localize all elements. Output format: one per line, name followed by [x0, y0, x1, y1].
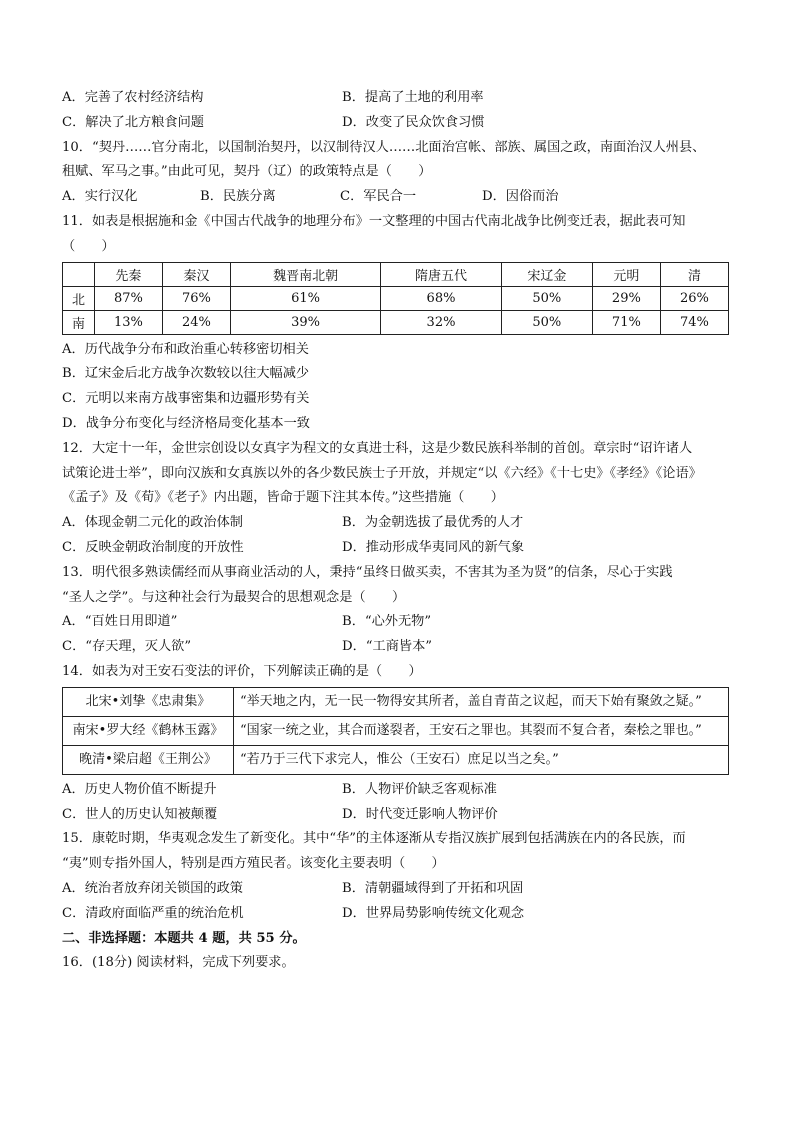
q14-option-c: C．世人的历史认知被颠覆 [62, 806, 218, 822]
table-cell: 13% [94, 310, 162, 334]
q9-option-b: B．提高了土地的利用率 [342, 90, 484, 105]
table-cell: 50% [501, 286, 592, 310]
q13-stem-line-2: “圣人之学”。与这种社会行为最契合的思想观念是（ ） [62, 589, 406, 605]
table-cell: 76% [162, 286, 230, 310]
q14-options-row-1 [62, 778, 734, 803]
q15-option-a: A．统治者放弃闭关锁国的政策 [62, 880, 243, 896]
table-cell: 南 [63, 310, 95, 334]
q13-options-row-1 [62, 610, 734, 635]
q9-options-row-2 [62, 111, 734, 136]
table-cell-source: 北宋•刘挚《忠肃集》 [63, 687, 234, 716]
q10-options [62, 185, 734, 210]
q12-option-d: D．推动形成华夷同风的新气象 [342, 539, 525, 555]
section-heading: 二、非选择题：本题共 4 题，共 55 分。 [62, 930, 306, 946]
q12-options-row-2 [62, 536, 734, 561]
q16-stem: 16．(18分) 阅读材料，完成下列要求。 [62, 955, 295, 971]
table-cell: 74% [660, 310, 728, 334]
q12-stem-line-2: 试策论进士举”，即向汉族和女真族以外的各少数民族士子开放，并规定“以《六经》《十七史》《孝经》《论语》 [62, 465, 702, 481]
table-cell-quote: “若乃于三代下求完人，惟公（王安石）庶足以当之矣。” [234, 745, 729, 774]
q12-option-b: B．为金朝选拔了最优秀的人才 [342, 515, 524, 531]
q11-stem-line-1: 11．如表是根据施和金《中国古代战争的地理分布》一文整理的中国古代南北战争比例变迁表，据此表可知 [62, 213, 686, 229]
q12-stem-line-3: 《孟子》及《荀》《老子》内出题，皆命于题下注其本传。”这些措施（ ） [62, 490, 504, 506]
table-cell-source: 南宋•罗大经《鹤林玉露》 [63, 716, 234, 745]
table-row [63, 716, 729, 745]
q9-option-d: D．改变了民众饮食习惯 [342, 114, 485, 130]
q15-option-c: C．清政府面临严重的统治危机 [62, 905, 244, 921]
q15-option-b: B．清朝疆域得到了开拓和巩固 [342, 880, 524, 896]
table-row [63, 310, 729, 334]
q13-option-a: A．“百姓日用即道” [62, 614, 178, 630]
table-cell-source: 晚清•梁启超《王荆公》 [63, 745, 234, 774]
q13-option-d: D．“工商皆本” [342, 639, 432, 655]
q14-options-row-2 [62, 803, 734, 828]
q13-option-b: B．“心外无物” [342, 614, 432, 630]
q12-option-c: C．反映金朝政治制度的开放性 [62, 539, 244, 555]
table-cell: 26% [660, 286, 728, 310]
table-row [63, 687, 729, 716]
table-cell: 71% [592, 310, 660, 334]
q15-option-d: D．世界局势影响传统文化观念 [342, 905, 525, 921]
table-row [63, 745, 729, 774]
table-cell: 68% [381, 286, 502, 310]
table-cell: 61% [230, 286, 380, 310]
q11-stem-line-2: （ ） [62, 238, 115, 254]
q12-options-row-1 [62, 511, 734, 536]
q11-option-a: A．历代战争分布和政治重心转移密切相关 [62, 341, 309, 357]
q15-options-row-1 [62, 877, 734, 902]
table-cell: 北 [63, 286, 95, 310]
q10-option-a: A．实行汉化 [62, 189, 138, 205]
q14-stem: 14．如表为对王安石变法的评价，下列解读正确的是（ ） [62, 663, 422, 679]
q15-stem-line-2: “夷”则专指外国人，特别是西方殖民者。该变化主要表明（ ） [62, 856, 445, 872]
table-cell: 39% [230, 310, 380, 334]
table-cell [63, 262, 95, 286]
table-cell: 50% [501, 310, 592, 334]
q11-war-ratio-table [62, 262, 729, 335]
q9-option-a: A．完善了农村经济结构 [62, 90, 204, 105]
table-cell: 32% [381, 310, 502, 334]
table-cell: 87% [94, 286, 162, 310]
table-row [63, 286, 729, 310]
q13-option-c: C．“存天理，灭人欲” [62, 639, 192, 655]
q13-options-row-2 [62, 635, 734, 660]
table-cell: 先秦 [94, 262, 162, 286]
q12-option-a: A．体现金朝二元化的政治体制 [62, 515, 243, 531]
q11-option-d: D．战争分布变化与经济格局变化基本一致 [62, 415, 310, 431]
table-cell: 宋辽金 [501, 262, 592, 286]
table-cell-quote: “国家一统之业，其合而遂裂者，王安石之罪也。其裂而不复合者，秦桧之罪也。” [234, 716, 729, 745]
table-header-row [63, 262, 729, 286]
q10-option-c: C．军民合一 [340, 189, 417, 205]
table-cell-quote: “举天地之内，无一民一物得安其所者，盖自青苗之议起，而天下始有聚敛之疑。” [234, 687, 729, 716]
q15-options-row-2 [62, 902, 734, 927]
q12-stem-line-1: 12．大定十一年，金世宗创设以女真字为程文的女真进士科，这是少数民族科举制的首创。章宗时“诏许诸人 [62, 440, 693, 456]
table-cell: 元明 [592, 262, 660, 286]
q13-stem-line-1: 13．明代很多熟读儒经而从事商业活动的人，秉持“虽终日做买卖，不害其为圣为贤”的信条，尽心于实践 [62, 564, 673, 580]
table-cell: 清 [660, 262, 728, 286]
q15-stem-line-1: 15．康乾时期，华夷观念发生了新变化。其中“华”的主体逐渐从专指汉族扩展到包括满族在内的各民族，而 [62, 831, 686, 847]
q10-stem-line-2: 租赋、军马之事。”由此可见，契丹（辽）的政策特点是（ ） [62, 164, 432, 180]
q10-option-b: B．民族分离 [200, 189, 276, 205]
q11-option-b: B．辽宋金后北方战争次数较以往大幅减少 [62, 366, 310, 382]
q11-option-c: C．元明以来南方战事密集和边疆形势有关 [62, 391, 310, 407]
q14-option-a: A．历史人物价值不断提升 [62, 781, 217, 797]
table-cell: 24% [162, 310, 230, 334]
exam-page [62, 86, 734, 976]
table-cell: 隋唐五代 [381, 262, 502, 286]
table-cell: 秦汉 [162, 262, 230, 286]
table-cell: 魏晋南北朝 [230, 262, 380, 286]
q10-option-d: D．因俗而治 [482, 189, 559, 205]
q10-stem-line-1: 10．“契丹……官分南北，以国制治契丹，以汉制待汉人……北面治宫帐、部族、属国之政，南面治汉人州县、 [62, 139, 706, 155]
q14-evaluation-table [62, 687, 729, 775]
table-cell: 29% [592, 286, 660, 310]
q9-option-c: C．解决了北方粮食问题 [62, 114, 204, 130]
q9-options-row-1 [62, 86, 734, 111]
q14-option-b: B．人物评价缺乏客观标准 [342, 781, 497, 797]
q14-option-d: D．时代变迁影响人物评价 [342, 806, 498, 822]
